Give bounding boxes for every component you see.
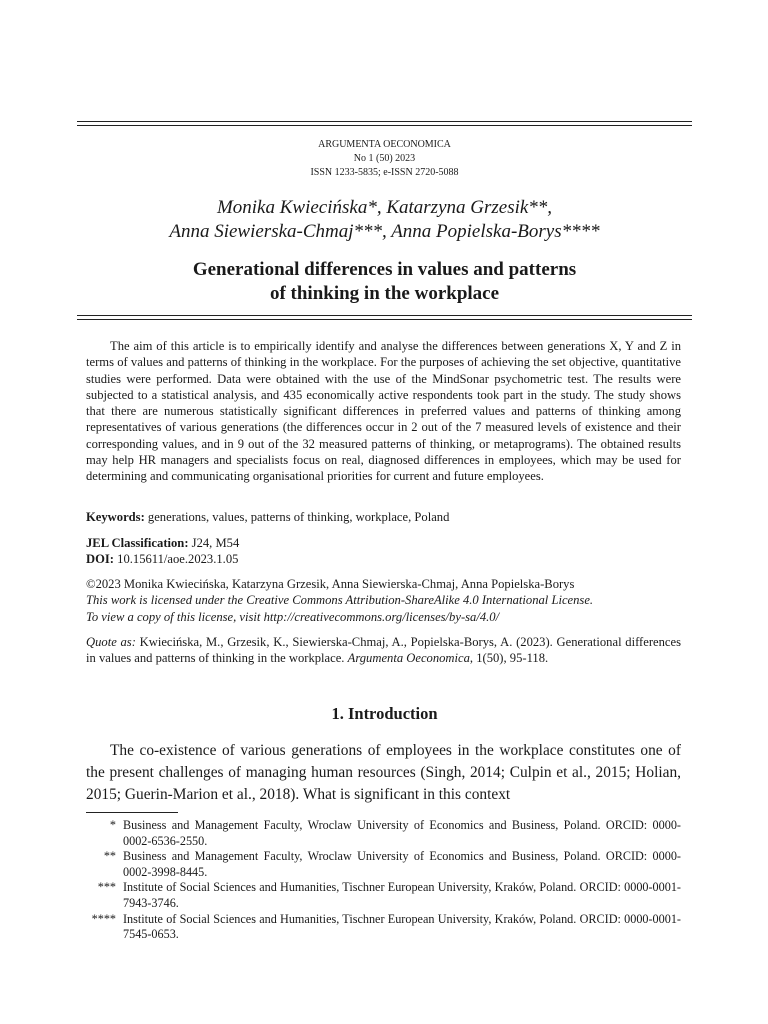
authors-line-1: Monika Kwiecińska*, Katarzyna Grzesik**, <box>216 197 553 218</box>
quote-ref: , 1(50), 95-118. <box>469 651 549 666</box>
top-rule-1 <box>77 121 692 122</box>
footnotes <box>86 818 681 943</box>
footnote <box>86 912 681 943</box>
license-block <box>86 576 681 625</box>
journal-issn: ISSN 1233-5835; e-ISSN 2720-5088 <box>310 167 459 178</box>
footnote-mark: * <box>109 818 116 832</box>
quote-text: Kwiecińska, M., Grzesik, K., Siewierska-Chmaj, A., Popielska-Borys, A. (2023). Generational differences in values and patterns of thinking in the workplace. <box>86 635 681 666</box>
copyright-line: ©2023 Monika Kwiecińska, Katarzyna Grzesik, Anna Siewierska-Chmaj, Anna Popielska-Borys <box>86 577 575 591</box>
paper-title <box>77 258 692 306</box>
footnote-text: Institute of Social Sciences and Humanities, Tischner European University, Kraków, Poland. ORCID: 0000-0001-7943-3746. <box>123 880 681 910</box>
doi-value: 10.15611/aoe.2023.1.05 <box>117 552 239 566</box>
footnote-mark: *** <box>97 880 116 895</box>
footnote <box>86 818 681 849</box>
quote-label: Quote as: <box>86 635 136 649</box>
title-line-2: of thinking in the workplace <box>269 283 500 304</box>
jel-classification <box>86 535 681 551</box>
doi-label: DOI: <box>86 552 114 566</box>
doi <box>86 551 681 567</box>
license-line-1: This work is licensed under the Creative Commons Attribution-ShareAlike 4.0 International License. <box>86 593 594 608</box>
journal-header <box>77 138 692 180</box>
footnote-text: Institute of Social Sciences and Humanities, Tischner European University, Kraków, Poland. ORCID: 0000-0001-7545-0653. <box>123 911 681 942</box>
authors-line-2: Anna Siewierska-Chmaj***, Anna Popielska-Borys**** <box>169 221 600 242</box>
jel-label: JEL Classification: <box>86 536 189 550</box>
footnote-mark: **** <box>91 911 116 926</box>
quote-journal: Argumenta Oeconomica <box>347 651 470 666</box>
keywords-value: generations, values, patterns of thinking, workplace, Poland <box>147 510 450 524</box>
title-rule-2 <box>77 319 692 320</box>
footnote-mark: ** <box>103 849 116 864</box>
keywords <box>86 509 681 525</box>
section-heading-introduction: 1. Introduction <box>331 704 438 723</box>
journal-issue: No 1 (50) 2023 <box>353 153 416 164</box>
footnote <box>86 849 681 880</box>
footnote-text: Business and Management Faculty, Wroclaw University of Economics and Business, Poland. ORCID: 0000-0002-6536-2550. <box>123 818 681 848</box>
jel-value: J24, M54 <box>191 536 240 550</box>
title-rule-1 <box>77 315 692 316</box>
journal-name: ARGUMENTA OECONOMICA <box>318 139 451 150</box>
introduction-paragraph: The co-existence of various generations of employees in the workplace constitutes one of the present challenges of managing human resources (Singh, 2014; Culpin et al., 2015; Holian, 2015; Guerin-Marion et al., 2018). What is significant in this context <box>86 742 681 803</box>
quote-as <box>86 634 681 667</box>
footnote <box>86 880 681 911</box>
license-line-2: To view a copy of this license, visit http://creativecommons.org/licenses/by-sa/4.0/ <box>86 609 500 624</box>
top-rule-2 <box>77 125 692 126</box>
keywords-label: Keywords: <box>86 510 145 524</box>
footnote-rule <box>86 812 178 813</box>
title-line-1: Generational differences in values and patterns <box>192 259 577 280</box>
abstract: The aim of this article is to empirically identify and analyse the differences between generations X, Y and Z in terms of values and patterns of thinking in the workplace. For the purposes of achieving the set objective, quantitative studies were performed. Data were obtained with the use of the MindSonar psychometric test. The results were subjected to a statistical analysis, and 435 economically active respondents took part in the study. The study shows that there are numerous statistically significant differences in preferred values and patterns of thinking among representatives of various generations (the differences occur in 2 out of the 7 measured levels of existence and their corresponding values, and in 9 out of the 32 measured patterns of thinking, or metaprograms). The obtained results may help HR managers and specialists focus on real, diagnosed differences in employees, which may be used for determining and communicating organisational priorities for current and future employees. <box>86 339 681 484</box>
footnote-text: Business and Management Faculty, Wroclaw University of Economics and Business, Poland. ORCID: 0000-0002-3998-8445. <box>123 849 681 879</box>
author-list <box>77 196 692 244</box>
